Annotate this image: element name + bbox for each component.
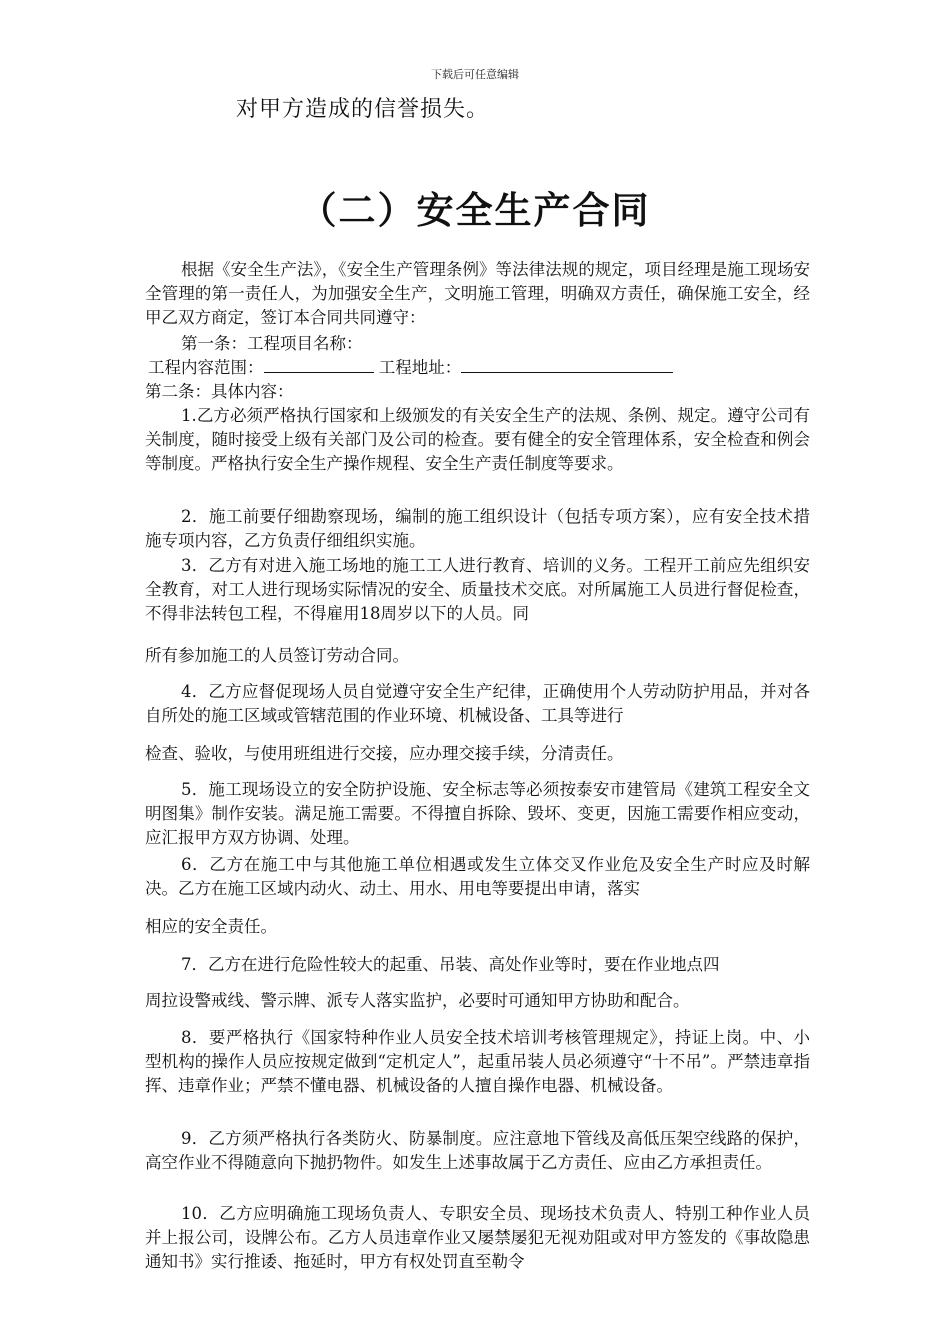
item-4-continued: 检查、验收，与使用班组进行交接，应办理交接手续，分清责任。 xyxy=(145,744,624,763)
item-1: 1.乙方必须严格执行国家和上级颁发的有关安全生产的法规、条例、规定。遵守公司有关制度，随时接受上级有关部门及公司的检查。要有健全的安全管理体系，安全检查和例会等制度。严格执行安全生产操作规程、安全生产责任制度等要求。 xyxy=(145,406,810,473)
document-title: （二）安全生产合同 xyxy=(299,189,651,232)
scope-label: 工程内容范围： xyxy=(148,358,264,377)
item-3: 3．乙方有对进入施工场地的施工工人进行教育、培训的义务。工程开工前应先组织安全教育，对工人进行现场实际情况的安全、质量技术交底。对所属施工人员进行督促检查，不得非法转包工程，不得雇用18周岁以下的人员。同 xyxy=(145,556,810,623)
item-10: 10．乙方应明确施工现场负责人、专职安全员、现场技术负责人、特别工种作业人员并上报公司，设牌公布。乙方人员违章作业又屡禁屡犯无视劝阻或对甲方签发的《事故隐患通知书》实行推诿、拖延时，甲方有权处罚直至勒令 xyxy=(145,1204,810,1271)
item-2: 2．施工前要仔细勘察现场，编制的施工组织设计（包括专项方案），应有安全技术措施专项内容，乙方负责仔细组织实施。 xyxy=(145,507,810,550)
header-note: 下载后可任意编辑 xyxy=(431,68,519,81)
address-label: 工程地址： xyxy=(378,358,462,377)
article-1: 第一条：工程项目名称： xyxy=(181,334,363,353)
item-5: 5．施工现场设立的安全防护设施、安全标志等必须按泰安市建管局《建筑工程安全文明图集》制作安装。满足施工需要。不得擅自拆除、毁坏、变更，因施工需要作相应变动，应汇报甲方双方协调、处理。 xyxy=(145,780,810,847)
address-blank xyxy=(461,356,673,373)
item-7: 7．乙方在进行危险性较大的起重、吊装、高处作业等时，要在作业地点四 xyxy=(181,955,720,974)
item-4: 4．乙方应督促现场人员自觉遵守安全生产纪律，正确使用个人劳动防护用品，并对各自所处的施工区域或管辖范围的作业环境、机械设备、工具等进行 xyxy=(145,682,810,725)
item-8: 8．要严格执行《国家特种作业人员安全技术培训考核管理规定》，持证上岗。中、小型机构的操作人员应按规定做到“定机定人”，起重吊装人员必须遵守“十不吊”。严禁违章指挥、违章作业；严禁不懂电器、机械设备的人擅自操作电器、机械设备。 xyxy=(145,1028,810,1095)
project-fields-row xyxy=(148,356,813,380)
article-2: 第二条：具体内容： xyxy=(145,382,294,401)
item-6: 6．乙方在施工中与其他施工单位相遇或发生立体交叉作业危及安全生产时应及时解决。乙方在施工区域内动火、动土、用水、用电等要提出申请，落实 xyxy=(145,855,810,898)
intro-paragraph: 根据《安全生产法》，《安全生产管理条例》等法律法规的规定，项目经理是施工现场安全管理的第一责任人，为加强安全生产，文明施工管理，明确双方责任，确保施工安全，经甲乙双方商定，签订本合同共同遵守： xyxy=(145,260,810,327)
item-6-continued: 相应的安全责任。 xyxy=(145,917,277,936)
item-9: 9．乙方须严格执行各类防火、防暴制度。应注意地下管线及高低压架空线路的保护，高空作业不得随意向下抛扔物件。如发生上述事故属于乙方责任、应由乙方承担责任。 xyxy=(145,1129,810,1172)
item-7-continued: 周拉设警戒线、警示牌、派专人落实监护，必要时可通知甲方协助和配合。 xyxy=(145,991,690,1010)
carryover-text: 对甲方造成的信誉损失。 xyxy=(236,97,490,122)
scope-blank xyxy=(264,356,374,373)
item-3-continued: 所有参加施工的人员签订劳动合同。 xyxy=(145,646,409,665)
